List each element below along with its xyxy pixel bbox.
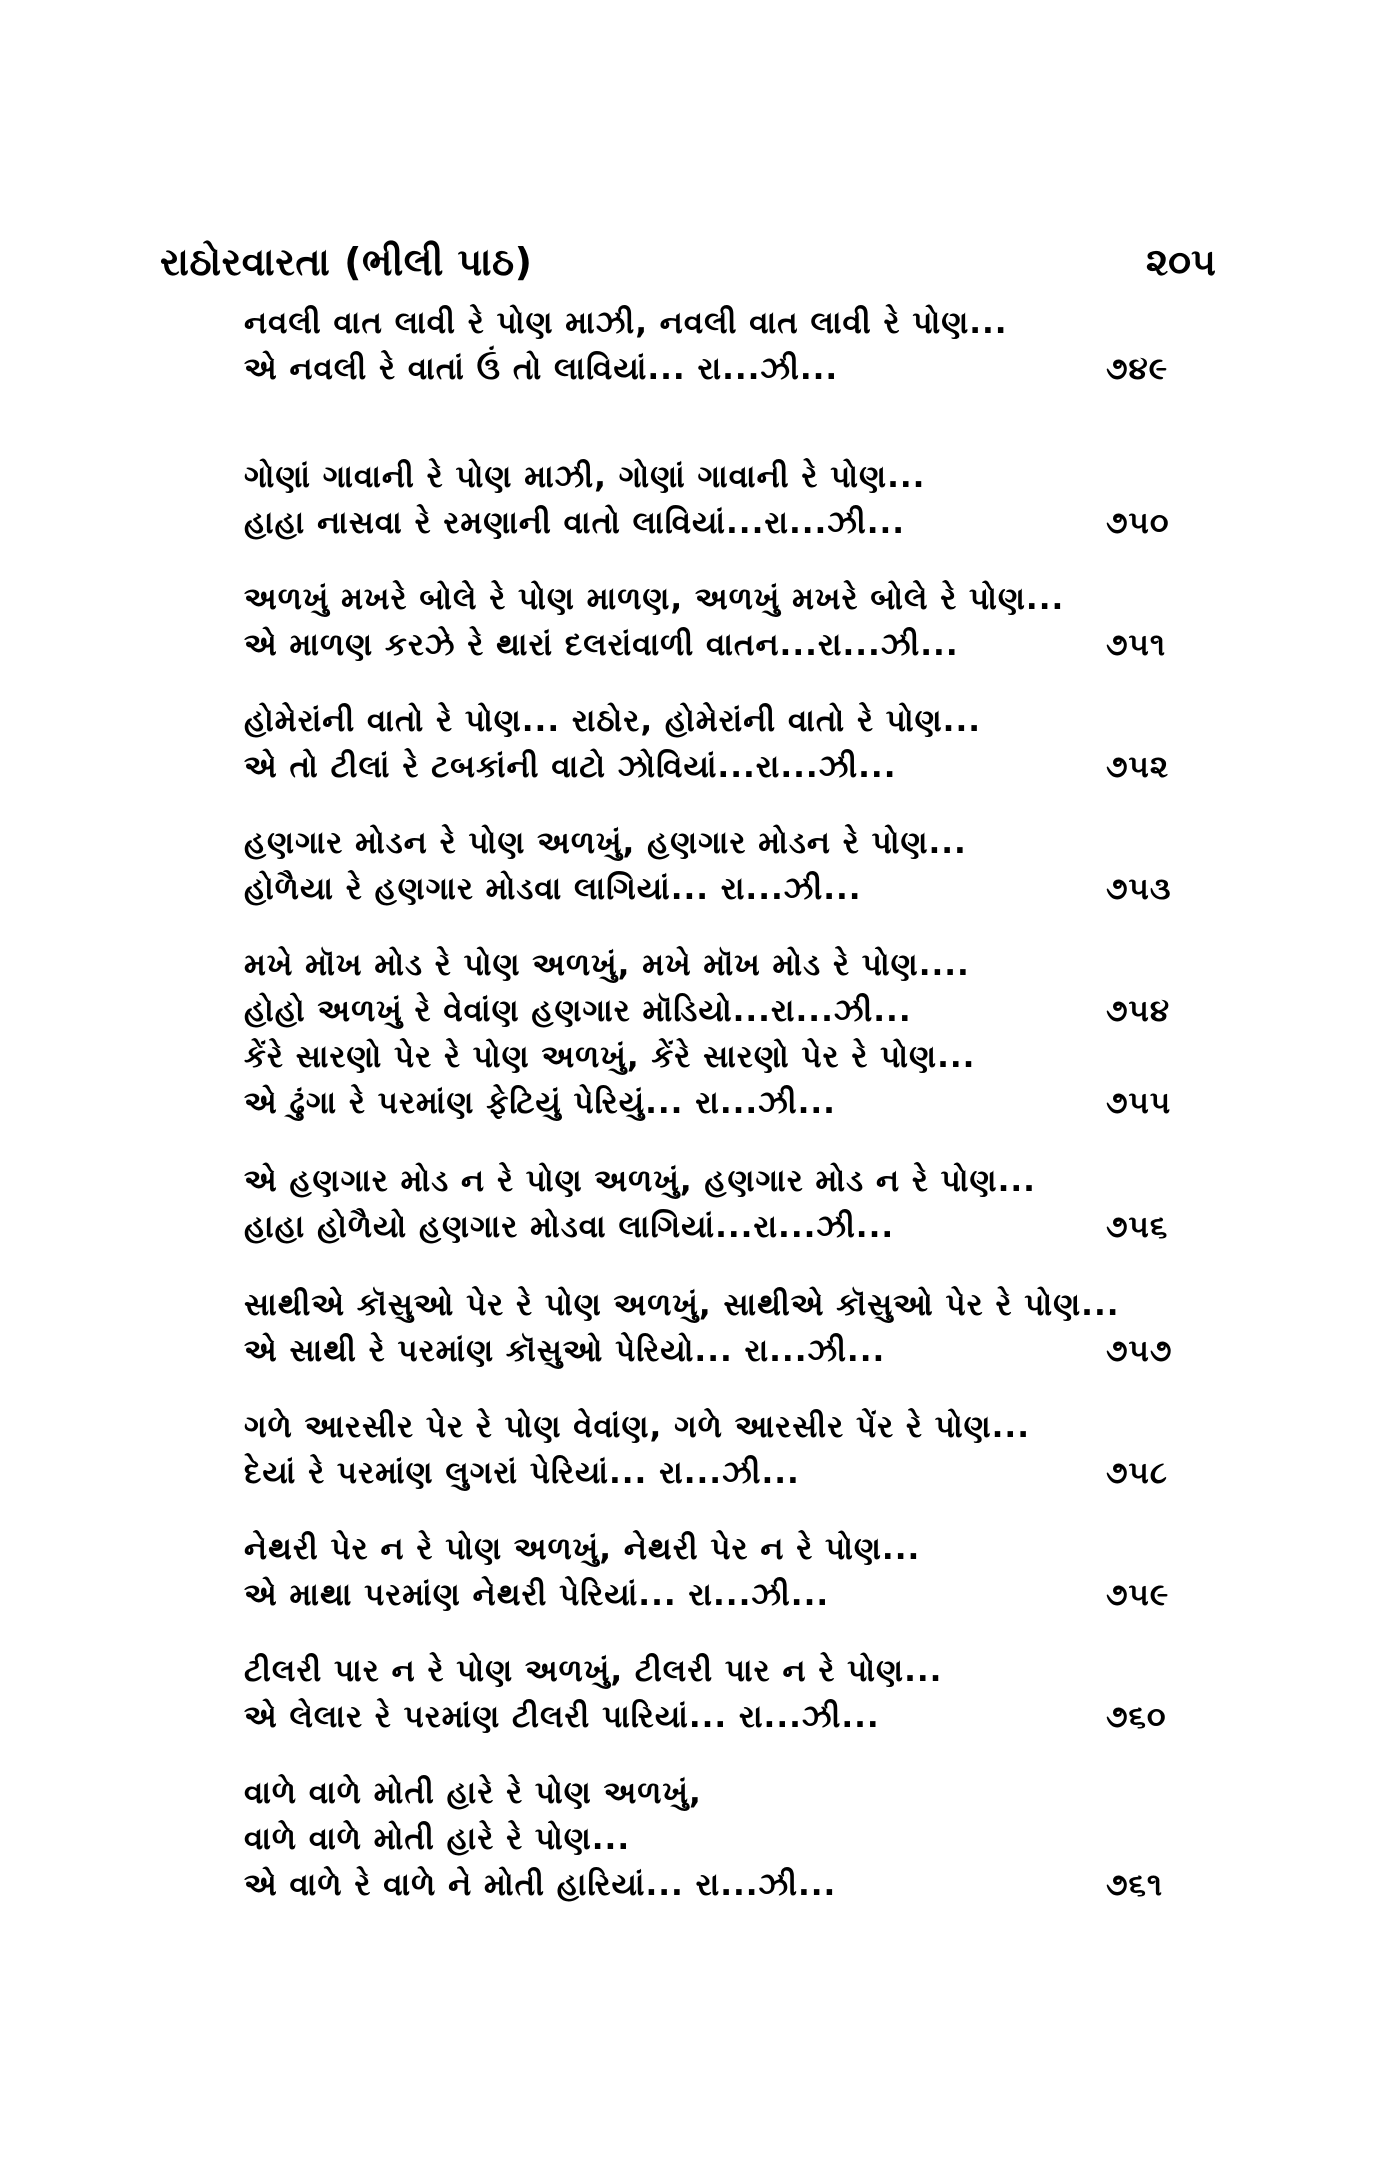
- verse-line-text: એ નવલી રે વાતાં ઉં તો લાવિયાં... રા...ઝી...: [244, 351, 839, 387]
- verse-line: હણગાર મોડન રે પોણ અળખું, હણગાર મોડન રે પોણ...: [244, 825, 967, 861]
- verse-line: [244, 500, 1244, 546]
- verse-line-text: હોળૈયા રે હણગાર મોડવા લાગિયાં... રા...ઝી...: [244, 871, 862, 907]
- verse-line: [244, 1862, 1244, 1908]
- verse-number: ૭૪૯: [1106, 351, 1169, 387]
- verse-line: વાળે વાળે મોતી હારે રે પોણ અળખું,: [244, 1775, 702, 1811]
- verse-line: [244, 1080, 1244, 1126]
- verse-line: નેથરી પેર ન રે પોણ અળખું, નેથરી પેર ન રે પોણ...: [244, 1531, 921, 1567]
- verse-750: [244, 454, 1244, 546]
- verse-751: [244, 576, 1244, 668]
- verse-number: ૭૫૭: [1106, 1333, 1173, 1369]
- verse-753: [244, 820, 1244, 912]
- verse-758: [244, 1404, 1244, 1496]
- verse-number: ૭૫૦: [1106, 505, 1170, 541]
- verse-line: વાળે વાળે મોતી હારે રે પોણ...: [244, 1821, 631, 1857]
- verse-760: [244, 1648, 1244, 1740]
- verse-number: ૭૬૦: [1106, 1699, 1167, 1735]
- verse-line: ગોણાં ગાવાની રે પોણ માઝી, ગોણાં ગાવાની રે પોણ...: [244, 459, 926, 495]
- verse-number: ૭૬૧: [1106, 1867, 1164, 1903]
- verse-number: ૭૫૧: [1106, 627, 1167, 663]
- verse-761: [244, 1770, 1244, 1908]
- verse-line: મખે મૉખ મોડ રે પોણ અળખું, મખે મૉખ મોડ રે પોણ....: [244, 947, 970, 983]
- verse-line: કેંરે સારણો પેર રે પોણ અળખું, કેંરે સારણો પેર રે પોણ...: [244, 1039, 976, 1075]
- page-number: ૨૦૫: [1145, 240, 1216, 284]
- verse-line: ગળે આરસીર પેર રે પોણ વેવાંણ, ગળે આરસીર પેંર રે પોણ...: [244, 1409, 1030, 1445]
- verse-line-text: એ માથા પરમાંણ નેથરી પેરિયાં... રા...ઝી...: [244, 1577, 830, 1613]
- verse-line-text: હોહો અળખું રે વેવાંણ હણગાર મૉડિયો...રા...ઝી...: [244, 993, 912, 1029]
- verse-line-text: હાહા હોળૈયો હણગાર મોડવા લાગિયાં...રા...ઝી...: [244, 1209, 895, 1245]
- verse-line: [244, 346, 1244, 392]
- verse-line-text: એ વાળે રે વાળે ને મોતી હારિયાં... રા...ઝી...: [244, 1867, 837, 1903]
- verse-line: [244, 1204, 1244, 1250]
- verse-line-text: એ સાથી રે પરમાંણ કૉસુઓ પેરિયો... રા...ઝી...: [244, 1333, 886, 1369]
- running-title: રાઠોરવારતા (ભીલી પાઠ): [160, 240, 533, 284]
- verse-754-755: [244, 942, 1244, 1126]
- verse-line: [244, 1694, 1244, 1740]
- verse-759: [244, 1526, 1244, 1618]
- verse-line: નવલી વાત લાવી રે પોણ માઝી, નવલી વાત લાવી રે પોણ...: [244, 305, 1008, 341]
- verse-line-text: એ લેલાર રે પરમાંણ ટીલરી પારિયાં... રા...ઝી...: [244, 1699, 880, 1735]
- verse-number: ૭૫૯: [1106, 1577, 1170, 1613]
- verse-line: એ હણગાર મોડ ન રે પોણ અળખું, હણગાર મોડ ન રે પોણ...: [244, 1163, 1036, 1199]
- verse-line: [244, 744, 1244, 790]
- verse-line: સાથીએ કૉસુઓ પેર રે પોણ અળખું, સાથીએ કૉસુઓ પેર રે પોણ...: [244, 1287, 1120, 1323]
- verse-line: [244, 866, 1244, 912]
- verse-line: [244, 1328, 1244, 1374]
- verse-757: [244, 1282, 1244, 1374]
- verse-number: ૭૫૮: [1106, 1455, 1168, 1491]
- verse-number: ૭૫૩: [1106, 871, 1172, 907]
- verse-line-text: એ ઢુંગા રે પરમાંણ ફેટિયું પેરિયું... રા...ઝી...: [244, 1085, 836, 1121]
- verse-line: [244, 1572, 1244, 1618]
- verse-line: ટીલરી પાર ન રે પોણ અળખું, ટીલરી પાર ન રે પોણ...: [244, 1653, 943, 1689]
- verse-749: [244, 300, 1244, 392]
- verse-number: ૭૫૨: [1106, 749, 1170, 785]
- verse-number: ૭૫૬: [1106, 1209, 1169, 1245]
- verse-number: ૭૫૪: [1106, 993, 1171, 1029]
- verse-line-text: દેયાં રે પરમાંણ લુગરાં પેરિયાં... રા...ઝી...: [244, 1455, 800, 1491]
- verse-756: [244, 1158, 1244, 1250]
- verse-line-text: હાહા નાસવા રે રમણાની વાતો લાવિયાં...રા...ઝી...: [244, 505, 906, 541]
- verse-line: [244, 988, 1244, 1034]
- verse-line: [244, 1450, 1244, 1496]
- verse-number: ૭૫૫: [1106, 1085, 1172, 1121]
- verse-752: [244, 698, 1244, 790]
- verse-line-text: એ તો ટીલાં રે ટબકાંની વાટો ઝોવિયાં...રા...ઝી...: [244, 749, 897, 785]
- verse-line: હોમેરાંની વાતો રે પોણ... રાઠોર, હોમેરાંની વાતો રે પોણ...: [244, 703, 982, 739]
- verse-line: [244, 622, 1244, 668]
- verse-line: અળખું મખરે બોલે રે પોણ માળણ, અળખું મખરે બોલે રે પોણ...: [244, 581, 1065, 617]
- verse-line-text: એ માળણ કરઝે રે થારાં દલરાંવાળી વાતન...રા...ઝી...: [244, 627, 959, 663]
